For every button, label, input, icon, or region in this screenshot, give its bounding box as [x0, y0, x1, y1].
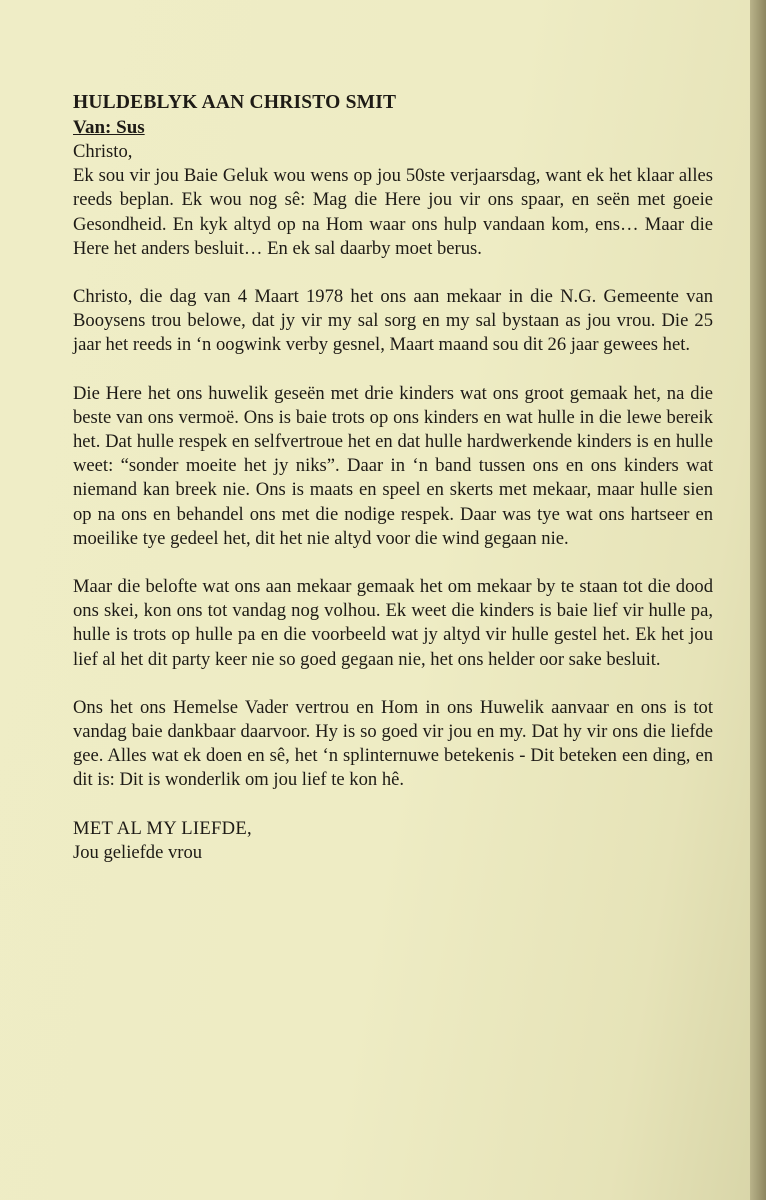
- paragraph-4: Maar die belofte wat ons aan mekaar gemaak het om mekaar by te staan tot die dood ons skei, kon ons tot vandag nog volhou. Ek weet die kinders is baie lief vir hulle pa, hulle is trots op hulle pa en die voorbeeld wat jy altyd vir hulle gestel het. Ek het jou lief al het dit party keer nie so goed gegaan nie, het ons helder oor sake besluit.: [73, 576, 713, 670]
- paragraph-3: Die Here het ons huwelik geseën met drie kinders wat ons groot gemaak het, na die beste van ons vermoë. Ons is baie trots op ons kinders en wat hulle in die lewe bereik het. Dat hulle respek en selfvertroue het en dat hulle hardwerkende kinders is en hulle weet: “sonder moeite het jy niks”. Daar in ‘n band tussen ons en ons kinders wat niemand kan breek nie. Ons is maats en speel en skerts met mekaar, maar hulle sien op na ons en behandel ons met die nodige respek. Daar was tye wat ons hartseer en moeilike tye gedeel het, dit het nie altyd voor die wind gegaan nie.: [73, 382, 713, 549]
- signature-line: Jou geliefde vrou: [73, 841, 203, 863]
- author-line: Van: Sus: [73, 117, 145, 138]
- page-title: HULDEBLYK AAN CHRISTO SMIT: [73, 92, 397, 113]
- salutation: Christo,: [73, 141, 133, 162]
- book-edge: [750, 0, 766, 1200]
- paragraph-1: Ek sou vir jou Baie Geluk wou wens op jou 50ste verjaarsdag, want ek het klaar alles reeds beplan. Ek wou nog sê: Mag die Here jou vir ons spaar, en seën met goeie Gesondheid. En kyk altyd op na Hom waar ons hulp vandaan kom, ens… Maar die Here het anders besluit… En ek sal daarby moet berus.: [73, 165, 713, 259]
- letter-body: [73, 90, 713, 865]
- paragraph-5: Ons het ons Hemelse Vader vertrou en Hom in ons Huwelik aanvaar en ons is tot vandag baie dankbaar daarvoor. Hy is so goed vir jou en my. Dat hy vir ons die liefde gee. Alles wat ek doen en sê, het ‘n splinternuwe betekenis - Dit beteken een ding, en dit is: Dit is wonderlik om jou lief te kon hê.: [73, 696, 713, 791]
- paragraph-2: Christo, die dag van 4 Maart 1978 het ons aan mekaar in die N.G. Gemeente van Booysens trou belowe, dat jy vir my sal sorg en my sal bystaan as jou vrou. Die 25 jaar het reeds in ‘n oogwink verby gesnel, Maart maand sou dit 26 jaar gewees het.: [73, 286, 713, 356]
- closing-line: MET AL MY LIEFDE,: [73, 817, 252, 839]
